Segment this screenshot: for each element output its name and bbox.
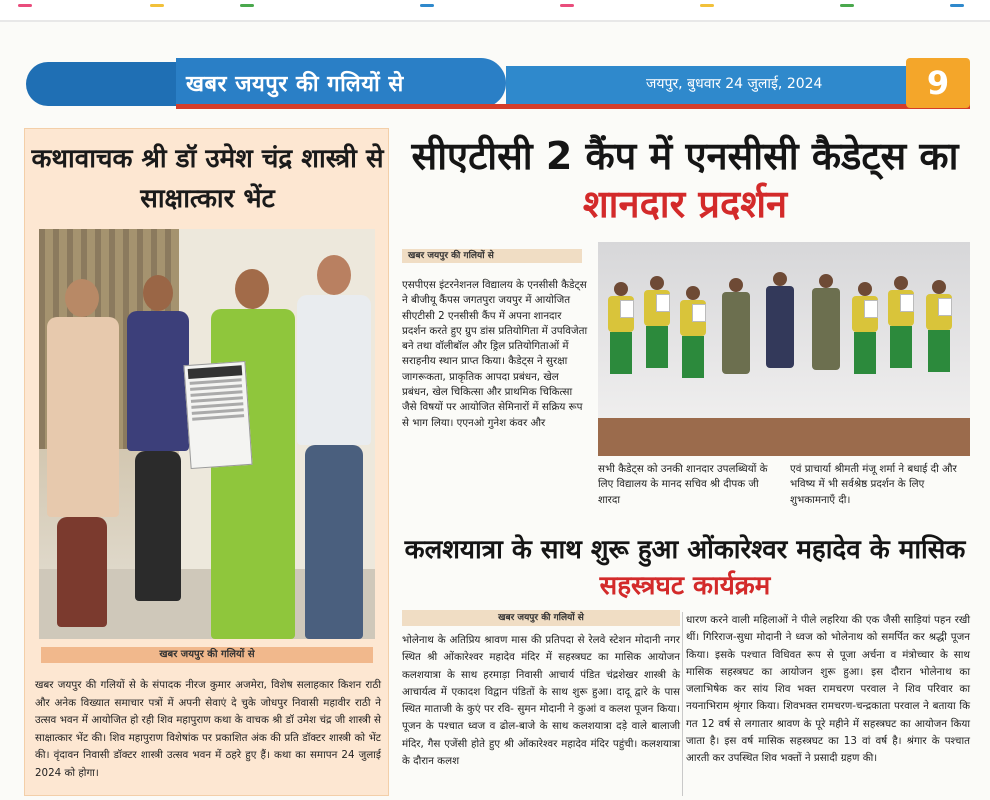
headline-text: कलशयात्रा के साथ शुरू हुआ ओंकारेश्वर महादेव के मासिक [404,535,966,565]
headline-text: सीएटीसी 2 कैंप में एनसीसी कैडेट्स का [411,134,959,178]
story-kalash-col2: धारण करने वाली महिलाओं ने पीले लहरिया की एक जैसी साड़ियां पहन रखी थीं। गिरिराज-सुधा मोदानी ने ध्वज को भोलेनाथ को समर्पित कर श्रद्धी पूजन किया। इसके पश्चात विधिवत रूप से पूजा अर्चना व मंत्रोच्चार के साथ मासिक सहस्त्रघट का आयोजन शुरू हुआ। इस दौरान भोलेनाथ का जलाभिषेक कर सांय शिव भक्त रामचरण परवाल ने शिव परिवार का नयनाभिराम श्रृंगार किया। शिवभक्त रामचरण-चन्द्रकाता परवाल ने बताया कि गत 12 वर्ष से लगातार श्रावण के पूरे महीने में सहस्त्रघट का आयोजन किया जाता है। इस वर्ष मासिक सहस्त्रघट का 13 वां वर्ष है। श्रंगार के पश्चात आरती कर उपस्थित शिव भक्तों ने प्रसादी ग्रहण की। [686,614,970,765]
section-title: खबर जयपुर की गलियों से [186,72,404,97]
story-kalash-byline: खबर जयपुर की गलियों से [402,610,680,626]
story-ncc-col2: सभी कैडेट्स को उनकी शानदार उपलब्धियों के लिए विद्यालय के मानद सचिव श्री दीपक जी शारदा [598,463,768,506]
header-red-rule [176,104,970,109]
page-number: 9 [906,58,970,108]
newspaper-held [183,361,252,469]
dateline: जयपुर, बुधवार 24 जुलाई, 2024 [646,76,823,92]
person-head [65,279,99,317]
decor-dot [700,4,714,7]
person-head [143,275,173,311]
divider [0,20,990,22]
decor-dot [18,4,32,7]
newspaper-line [192,414,244,421]
person-body [47,317,119,517]
person-head [317,255,351,295]
story-ncc-col3: एवं प्राचार्या श्रीमती मंजू शर्मा ने बधाई दी और भविष्य में भी सर्वश्रेष्ठ प्रदर्शन के लिए शुभकामनाएँ दी। [790,463,957,506]
cadet-figure [886,276,916,416]
cadet-figure [850,282,880,422]
headline-highlight: शानदार प्रदर्शन [582,182,788,226]
cadet-figure [642,276,672,416]
story-left-headline: कथावाचक श्री डॉ उमेश चंद्र शास्त्री से साक्षात्कार भेंट [31,144,384,214]
top-strip [0,0,990,22]
cadet-figure [606,282,636,422]
story-left-photo [39,229,375,639]
person-legs [135,451,181,601]
story-left-body: खबर जयपुर की गलियों से के संपादक नीरज कुमार अजमेरा, विशेष सलाहकार किशन राठी और अनेक विख्यात समाचार पत्रों में अपनी सेवाएं दे चुके जोधपुर निवासी महावीर राठी ने उत्सव भवन में आयोजित हो रही शिव महापुराण कथा के वाचक श्री डॉ उमेश चंद्र जी शास्त्री से साक्षात्कार भेंट की। शिव महापुराण विशेषांक पर प्रकाशित अंक की प्रति डॉक्टर शास्त्री को भेंट की। वृंदावन निवासी डॉक्टर शास्त्री उत्सव भवन में ठहरे हुए हैं। कथा का समापन 24 जुलाई 2024 को होगा। [35,679,381,779]
newspaper-masthead [188,365,243,379]
person-head [235,269,269,309]
decor-dot [840,4,854,7]
person-figure [125,275,191,605]
person-body [211,309,295,639]
person-figure [295,255,373,639]
headline-highlight: सहस्त्रघट कार्यक्रम [599,571,771,601]
cadet-figure [924,280,954,420]
officer-figure [764,272,796,412]
person-body [127,311,189,451]
story-ncc-photo [598,242,970,456]
story-ncc-headline [400,132,970,228]
officer-figure [810,274,842,414]
decor-dot [420,4,434,7]
decor-dot [240,4,254,7]
decor-dot [150,4,164,7]
person-figure [43,279,123,639]
person-legs [57,517,107,627]
story-ncc-col1: एसपीएस इंटरनेशनल विद्यालय के एनसीसी कैडेट्स ने बीजीयू कैंपस जगतपुरा जयपुर में आयोजित सीएटीसी 2 एनसीसी कैंप में अपना शानदार प्रदर्शन करते हुए ग्रुप डांस प्रतियोगिता में उपविजेता बने तथा वॉलीबॉल और ड्रिल प्रतियोगिताओं में सराहनीय स्थान प्राप्त किया। कैडेट्स ने सुरक्षा जागरूकता, प्राकृतिक आपदा प्रबंधन, खेल प्रबंधन, खेल चिकित्सा और प्राथमिक चिकित्सा जैसे विषयों पर आयोजित सेमिनारों में सक्रिय रूप से भाग लिया। एएनओ गुनेश कंवर और [402,279,588,429]
photo-stage [598,418,970,456]
column-rule [682,612,683,796]
story-ncc-byline: खबर जयपुर की गलियों से [402,249,582,263]
story-left [24,128,389,796]
decor-dot [560,4,574,7]
officer-figure [720,278,752,418]
cadet-figure [678,286,708,426]
decor-dot [950,4,964,7]
person-legs [305,445,363,639]
page-header [26,58,970,116]
person-body [297,295,371,445]
story-left-byline: खबर जयपुर की गलियों से [41,647,373,663]
story-kalash-col1: भोलेनाथ के अतिप्रिय श्रावण मास की प्रतिपदा से रेलवे स्टेशन मोदानी नगर स्थित श्री ओंकारेश्वर महादेव मंदिर में सहस्त्रघट का मासिक आयोजन कलशयात्रा के साथ हरमाड़ा निवासी आचार्य पंडित चंद्रशेखर शास्त्री के आचार्यत्व में एकादश विद्वान पंडितों के साथ शुरू हुआ। दादू द्वारे के पास स्थित माताजी के कुएं पर रवि- सुमन मोदानी ने कुआं व कलश पूजन किया। पूजन के पश्चात ध्वज व ढोल-बाजे के साथ कलशयात्रा दड़े वाले बालाजी मंदिर, गैस एजेंसी होते हुए श्री ओंकारेश्वर महादेव मंदिर पहुंची। कलशयात्रा के दौरान कलश [402,634,680,768]
story-kalash-headline [400,532,970,604]
